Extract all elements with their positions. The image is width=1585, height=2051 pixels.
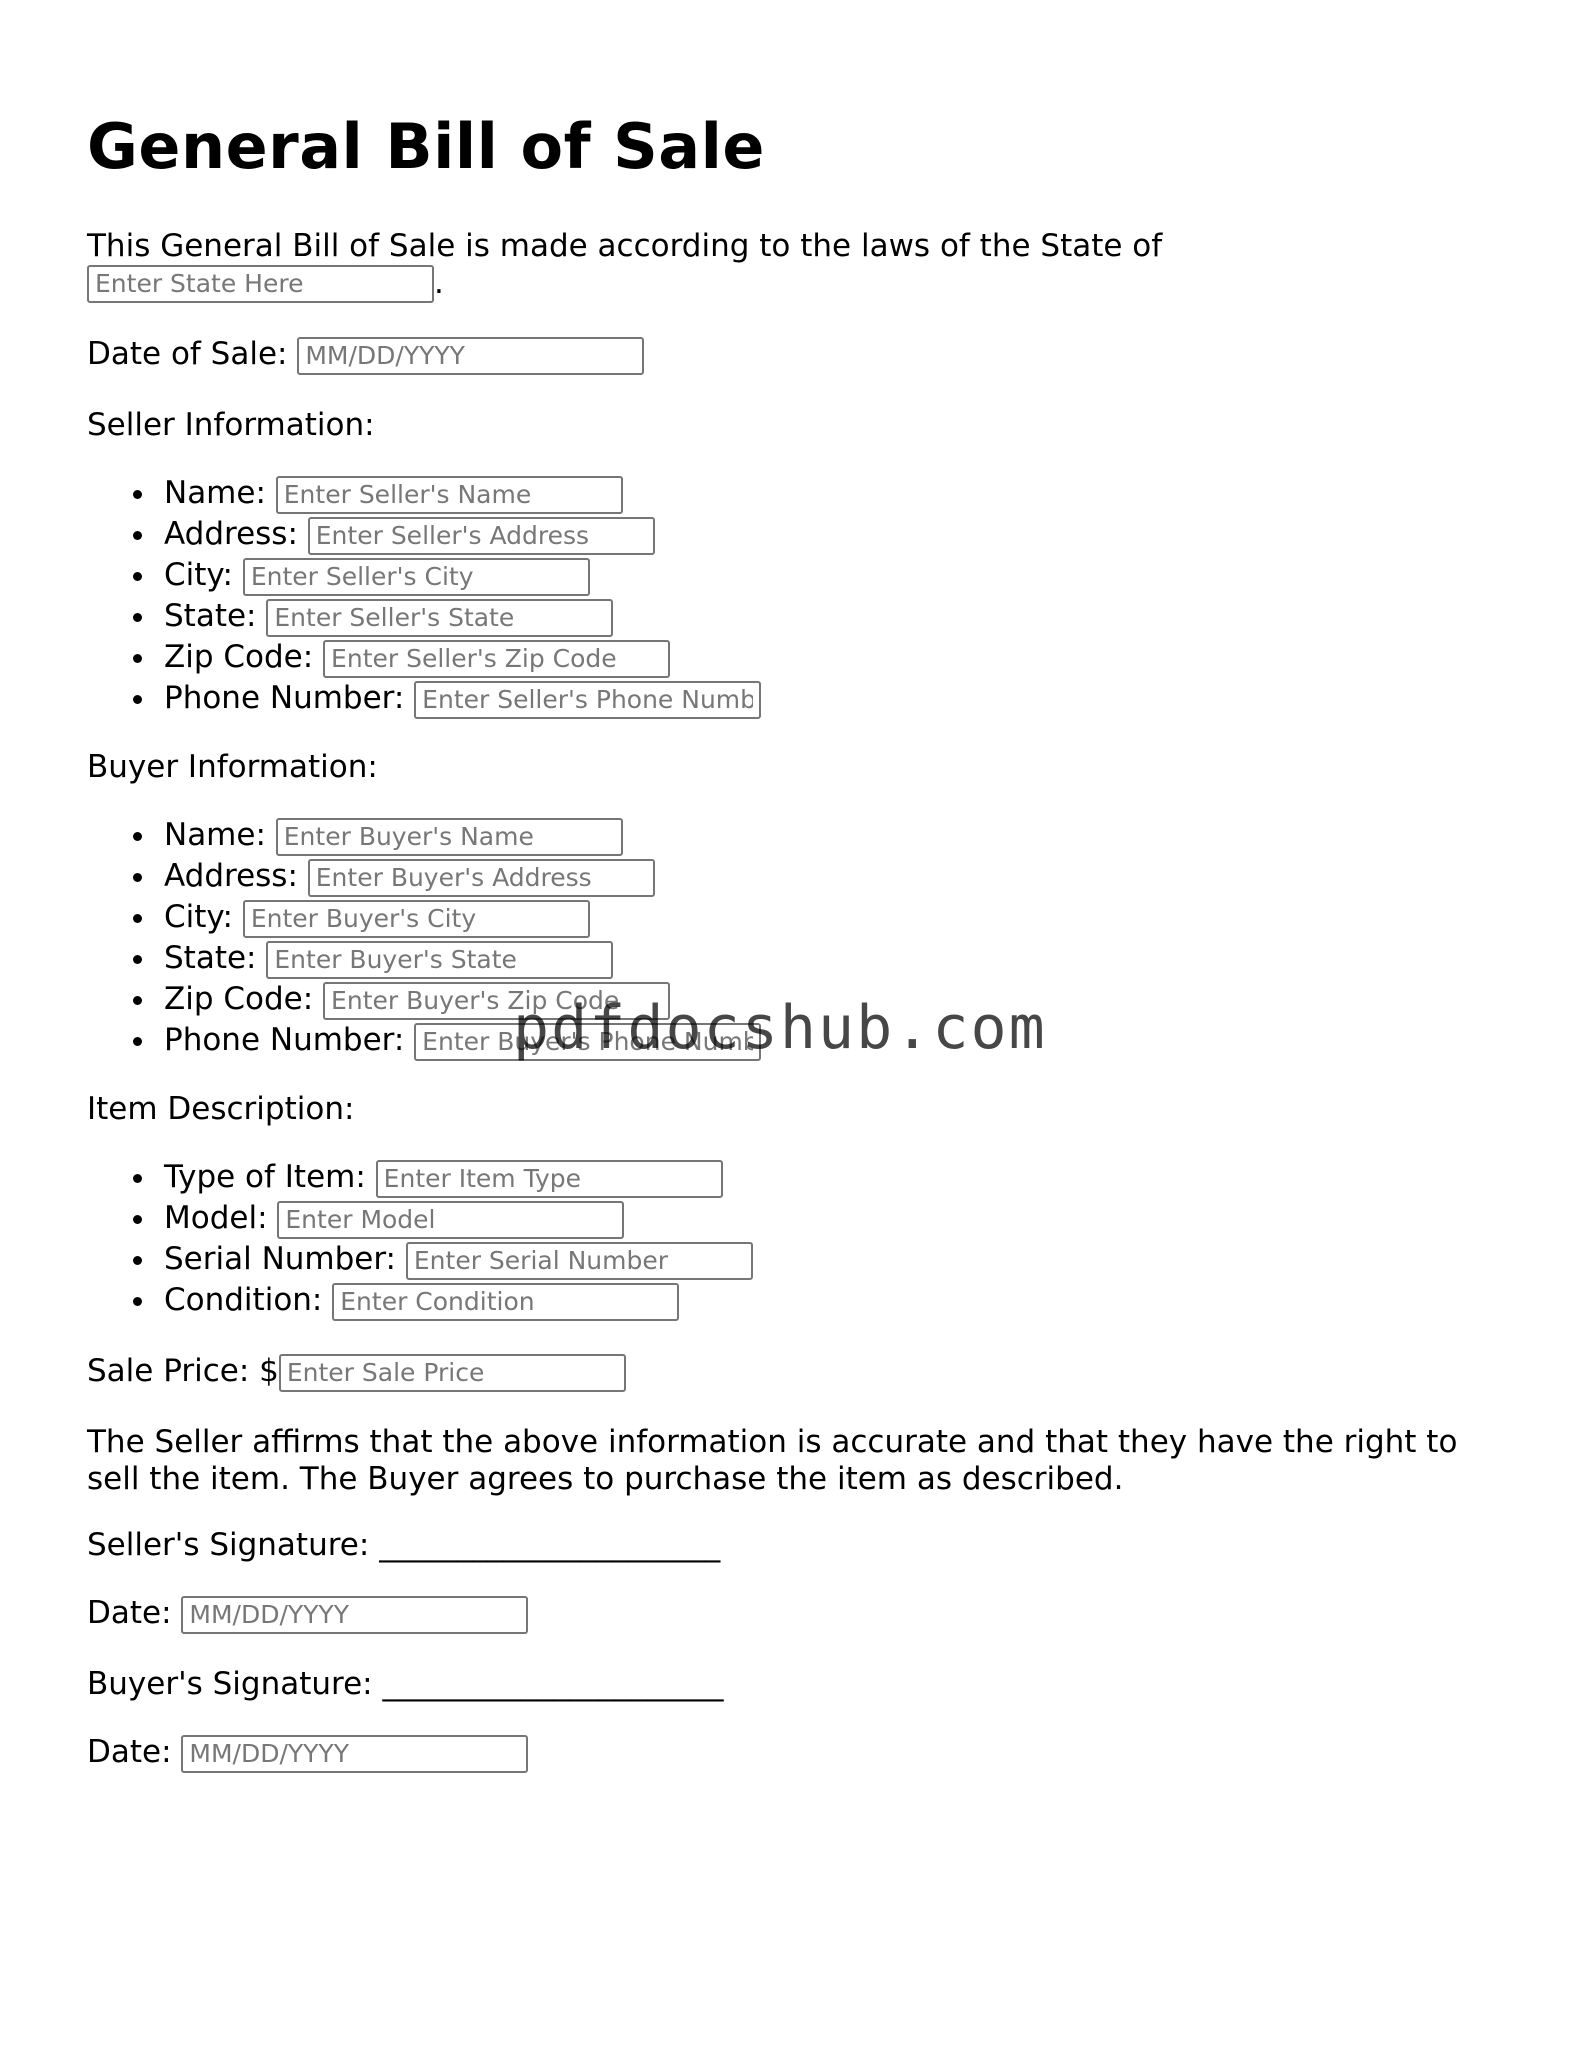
buyer-phone-item — [87, 1020, 761, 1061]
item-type-input[interactable] — [376, 1160, 723, 1198]
buyer-zip-input[interactable] — [323, 982, 670, 1020]
state-input[interactable] — [87, 265, 434, 303]
sale-price-label: Sale Price: $ — [87, 1353, 279, 1389]
buyer-state-item — [87, 938, 761, 979]
buyer-heading: Buyer Information: — [87, 749, 378, 785]
sale-price-row — [87, 1351, 626, 1392]
seller-fields-list — [87, 473, 761, 719]
seller-signature-row — [87, 1525, 720, 1565]
buyer-date-label: Date: — [87, 1734, 172, 1770]
seller-address-label: Address: — [164, 516, 298, 552]
item-condition-label: Condition: — [164, 1282, 323, 1318]
buyer-city-label: City: — [164, 899, 233, 935]
seller-name-item — [87, 473, 761, 514]
buyer-signature-label: Buyer's Signature: — [87, 1666, 373, 1702]
buyer-address-input[interactable] — [308, 859, 655, 897]
seller-date-label: Date: — [87, 1595, 172, 1631]
item-fields-list — [87, 1157, 753, 1321]
intro-text: This General Bill of Sale is made according to the laws of the State of — [87, 228, 1163, 264]
buyer-address-item — [87, 856, 761, 897]
buyer-zip-item — [87, 979, 761, 1020]
item-model-label: Model: — [164, 1200, 268, 1236]
seller-phone-input[interactable] — [414, 681, 761, 719]
seller-signature-label: Seller's Signature: — [87, 1527, 370, 1563]
intro-paragraph — [87, 228, 1507, 303]
seller-zip-label: Zip Code: — [164, 639, 314, 675]
buyer-phone-label: Phone Number: — [164, 1022, 405, 1058]
intro-period: . — [434, 265, 444, 301]
buyer-date-row — [87, 1732, 528, 1773]
buyer-state-label: State: — [164, 940, 257, 976]
item-heading: Item Description: — [87, 1091, 355, 1127]
item-type-label: Type of Item: — [164, 1159, 366, 1195]
seller-name-label: Name: — [164, 475, 266, 511]
item-condition-item — [87, 1280, 753, 1321]
seller-name-input[interactable] — [276, 476, 623, 514]
affirmation-paragraph: The Seller affirms that the above information is accurate and that they have the right to sell the item. The Buyer agrees to purchase the item as described. — [87, 1424, 1458, 1497]
seller-address-input[interactable] — [308, 517, 655, 555]
seller-zip-input[interactable] — [323, 640, 670, 678]
date-of-sale-label: Date of Sale: — [87, 336, 288, 372]
date-of-sale-row — [87, 334, 644, 375]
seller-heading: Seller Information: — [87, 407, 375, 443]
seller-signature-line[interactable]: ______________________ — [379, 1527, 721, 1563]
seller-city-label: City: — [164, 557, 233, 593]
sale-price-input[interactable] — [279, 1354, 626, 1392]
seller-state-item — [87, 596, 761, 637]
buyer-signature-line[interactable]: ______________________ — [382, 1666, 724, 1702]
seller-city-input[interactable] — [243, 558, 590, 596]
buyer-name-input[interactable] — [276, 818, 623, 856]
buyer-date-input[interactable] — [181, 1735, 528, 1773]
seller-state-input[interactable] — [266, 599, 613, 637]
page-title: General Bill of Sale — [87, 110, 765, 183]
buyer-name-item — [87, 815, 761, 856]
item-type-item — [87, 1157, 753, 1198]
seller-zip-item — [87, 637, 761, 678]
seller-city-item — [87, 555, 761, 596]
date-of-sale-input[interactable] — [297, 337, 644, 375]
seller-phone-item — [87, 678, 761, 719]
item-model-item — [87, 1198, 753, 1239]
buyer-city-input[interactable] — [243, 900, 590, 938]
buyer-state-input[interactable] — [266, 941, 613, 979]
buyer-name-label: Name: — [164, 817, 266, 853]
seller-date-input[interactable] — [181, 1596, 528, 1634]
seller-state-label: State: — [164, 598, 257, 634]
item-condition-input[interactable] — [332, 1283, 679, 1321]
buyer-address-label: Address: — [164, 858, 298, 894]
seller-phone-label: Phone Number: — [164, 680, 405, 716]
item-model-input[interactable] — [277, 1201, 624, 1239]
buyer-city-item — [87, 897, 761, 938]
buyer-phone-input[interactable] — [414, 1023, 761, 1061]
seller-date-row — [87, 1593, 528, 1634]
item-serial-label: Serial Number: — [164, 1241, 397, 1277]
buyer-fields-list — [87, 815, 761, 1061]
watermark-text: pdfdocshub.com — [513, 993, 1047, 1063]
seller-address-item — [87, 514, 761, 555]
item-serial-input[interactable] — [406, 1242, 753, 1280]
item-serial-item — [87, 1239, 753, 1280]
buyer-signature-row — [87, 1664, 723, 1704]
buyer-zip-label: Zip Code: — [164, 981, 314, 1017]
